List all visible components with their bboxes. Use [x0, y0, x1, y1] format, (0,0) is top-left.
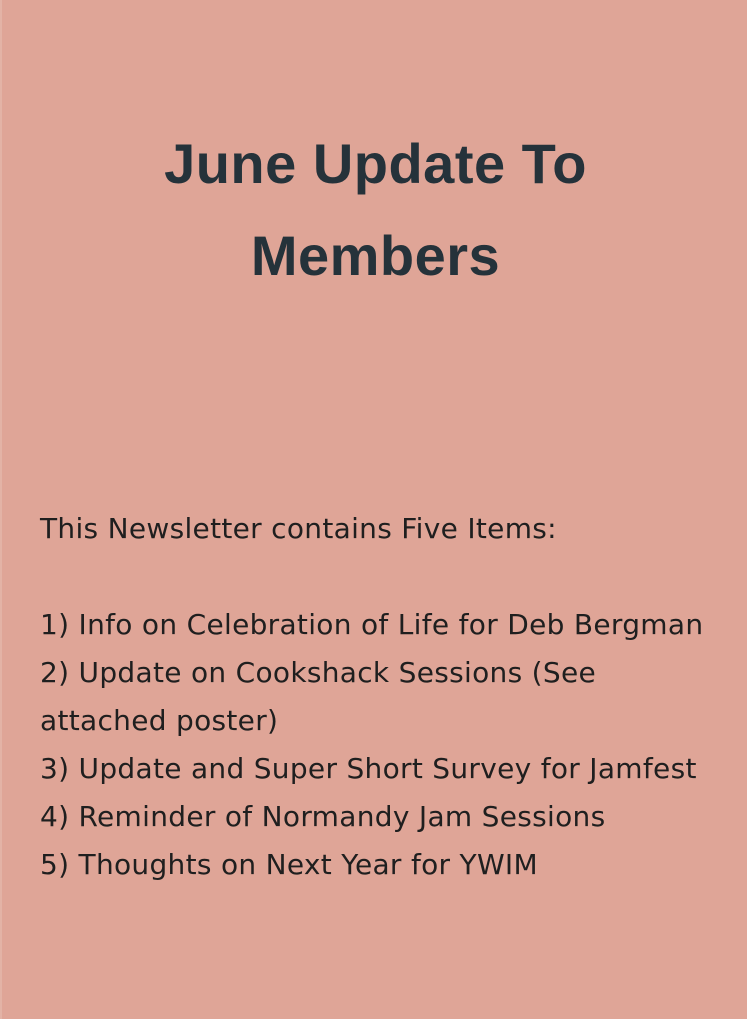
list-item: 2) Update on Cookshack Sessions (See attached poster)	[40, 656, 597, 737]
list-item: 5) Thoughts on Next Year for YWIM	[40, 848, 538, 881]
spacer	[40, 553, 720, 601]
page-title	[2, 118, 747, 302]
page-title-line-1: June Update To	[164, 132, 587, 195]
list-item: 4) Reminder of Normandy Jam Sessions	[40, 800, 606, 833]
list-item: 3) Update and Super Short Survey for Jamfest	[40, 752, 697, 785]
intro-text: This Newsletter contains Five Items:	[40, 512, 557, 545]
newsletter-body	[40, 505, 720, 889]
page-title-line-2: Members	[250, 224, 501, 287]
list-item: 1) Info on Celebration of Life for Deb Bergman	[40, 608, 704, 641]
